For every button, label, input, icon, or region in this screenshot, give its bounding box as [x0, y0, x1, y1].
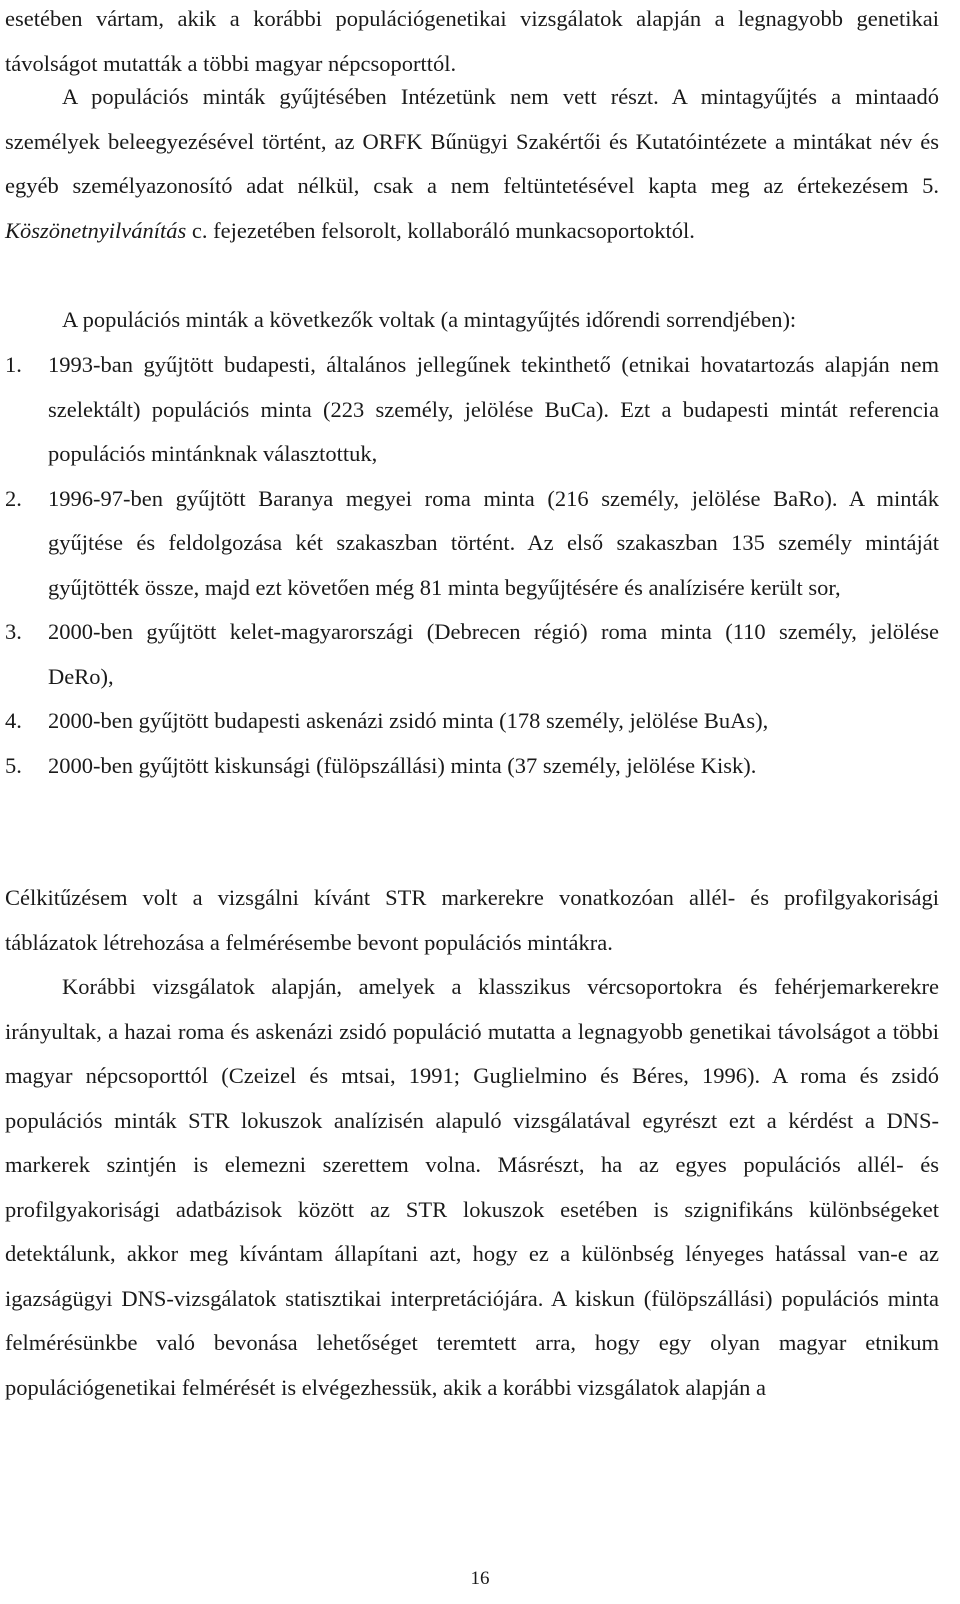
paragraph-top-text: esetében vártam, akik a korábbi populációgenetikai vizsgálatok alapján a legnagyobb genetikai távolságot mutatták a többi magyar népcsoporttól. — [5, 6, 939, 76]
list-item — [5, 343, 939, 477]
paragraph-collection — [5, 75, 939, 253]
paragraph-top — [5, 0, 939, 86]
list-item-text: 2000-ben gyűjtött kiskunsági (fülöpszállási) minta (37 személy, jelölése Kisk). — [48, 752, 757, 778]
list-item-number: 5. — [5, 752, 22, 778]
list-item-number: 2. — [5, 485, 22, 511]
list-item — [5, 699, 939, 744]
paragraph-prior-studies — [5, 965, 939, 1410]
list-item-text: 2000-ben gyűjtött budapesti askenázi zsidó minta (178 személy, jelölése BuAs), — [48, 708, 769, 733]
list-item-number: 3. — [5, 619, 22, 644]
list-item-number: 1. — [5, 352, 22, 377]
collection-text-part-1: A populációs minták gyűjtésében Intézetünk nem vett részt. A mintagyűjtés a mintaadó személyek beleegyezésével történt, az ORFK Bűnügyi Szakértői és Kutatóintézete a mintákat név és egyéb személyazonosító adat nélkül, csak a nem feltüntetésével kapta meg az értekezésem 5. — [5, 84, 939, 198]
list-item-text: 1993-ban gyűjtött budapesti, általános jellegűnek tekinthető (etnikai hovatartozás alapján nem szelektált) populációs minta (223 személy, jelölése BuCa). Ezt a budapesti mintát referencia populációs mintánknak választottuk, — [48, 352, 939, 466]
paragraph-collection-text — [5, 75, 939, 253]
list-item-text: 2000-ben gyűjtött kelet-magyarországi (Debrecen régió) roma minta (110 személy, jelölése DeRo), — [48, 619, 939, 689]
list-intro-text: A populációs minták a következők voltak (a mintagyűjtés időrendi sorrendjében): — [62, 307, 797, 332]
paragraph-list-intro — [5, 298, 939, 343]
list-item — [5, 477, 939, 611]
list-item-text: 1996-97-ben gyűjtött Baranya megyei roma minta (216 személy, jelölése BaRo). A minták gyűjtése és feldolgozása két szakaszban történt. Az első szakaszban 135 személy mintáját gyűjtötték össze, majd ezt követően még 81 minta begyűjtésére és analízisére került sor, — [48, 485, 939, 600]
page-number: 16 — [470, 1568, 490, 1589]
list-item-number: 4. — [5, 708, 22, 733]
acknowledgements-reference: Köszönetnyilvánítás — [5, 217, 187, 243]
collection-text-part-2: c. fejezetében felsorolt, kollaboráló munkacsoportoktól. — [186, 217, 695, 243]
goal-text: Célkitűzésem volt a vizsgálni kívánt STR markerekre vonatkozóan allél- és profilgyakorisági táblázatok létrehozása a felmérésembe bevont populációs mintákra. — [5, 885, 939, 955]
list-item — [5, 610, 939, 699]
paragraph-goal — [5, 876, 939, 965]
list-item — [5, 744, 939, 789]
sample-list — [5, 343, 939, 788]
prior-studies-text: Korábbi vizsgálatok alapján, amelyek a klasszikus vércsoportokra és fehérjemarkerekre irányultak, a hazai roma és askenázi zsidó populáció mutatta a legnagyobb genetikai távolságot a többi magyar népcsoporttól (Czeizel és mtsai, 1991; Guglielmino és Béres, 1996). A roma és zsidó populációs minták STR lokuszok analízisén alapuló vizsgálatával egyrészt ezt a kérdést a DNS-markerek szintjén is elemezni szerettem volna. Másrészt, ha az egyes populációs allél- és profilgyakorisági adatbázisok között az STR lokuszok esetében is szignifikáns különbségeket detektálunk, akkor meg kívántam állapítani azt, hogy ez a különbség lényeges hatással van-e az igazságügyi DNS-vizsgálatok statisztikai interpretációjára. A kiskun (fülöpszállási) populációs minta felmérésünkbe való bevonása lehetőséget teremtett arra, hogy egy olyan magyar etnikum populációgenetikai felmérését is elvégezhessük, akik a korábbi vizsgálatok alapján a — [5, 974, 939, 1400]
